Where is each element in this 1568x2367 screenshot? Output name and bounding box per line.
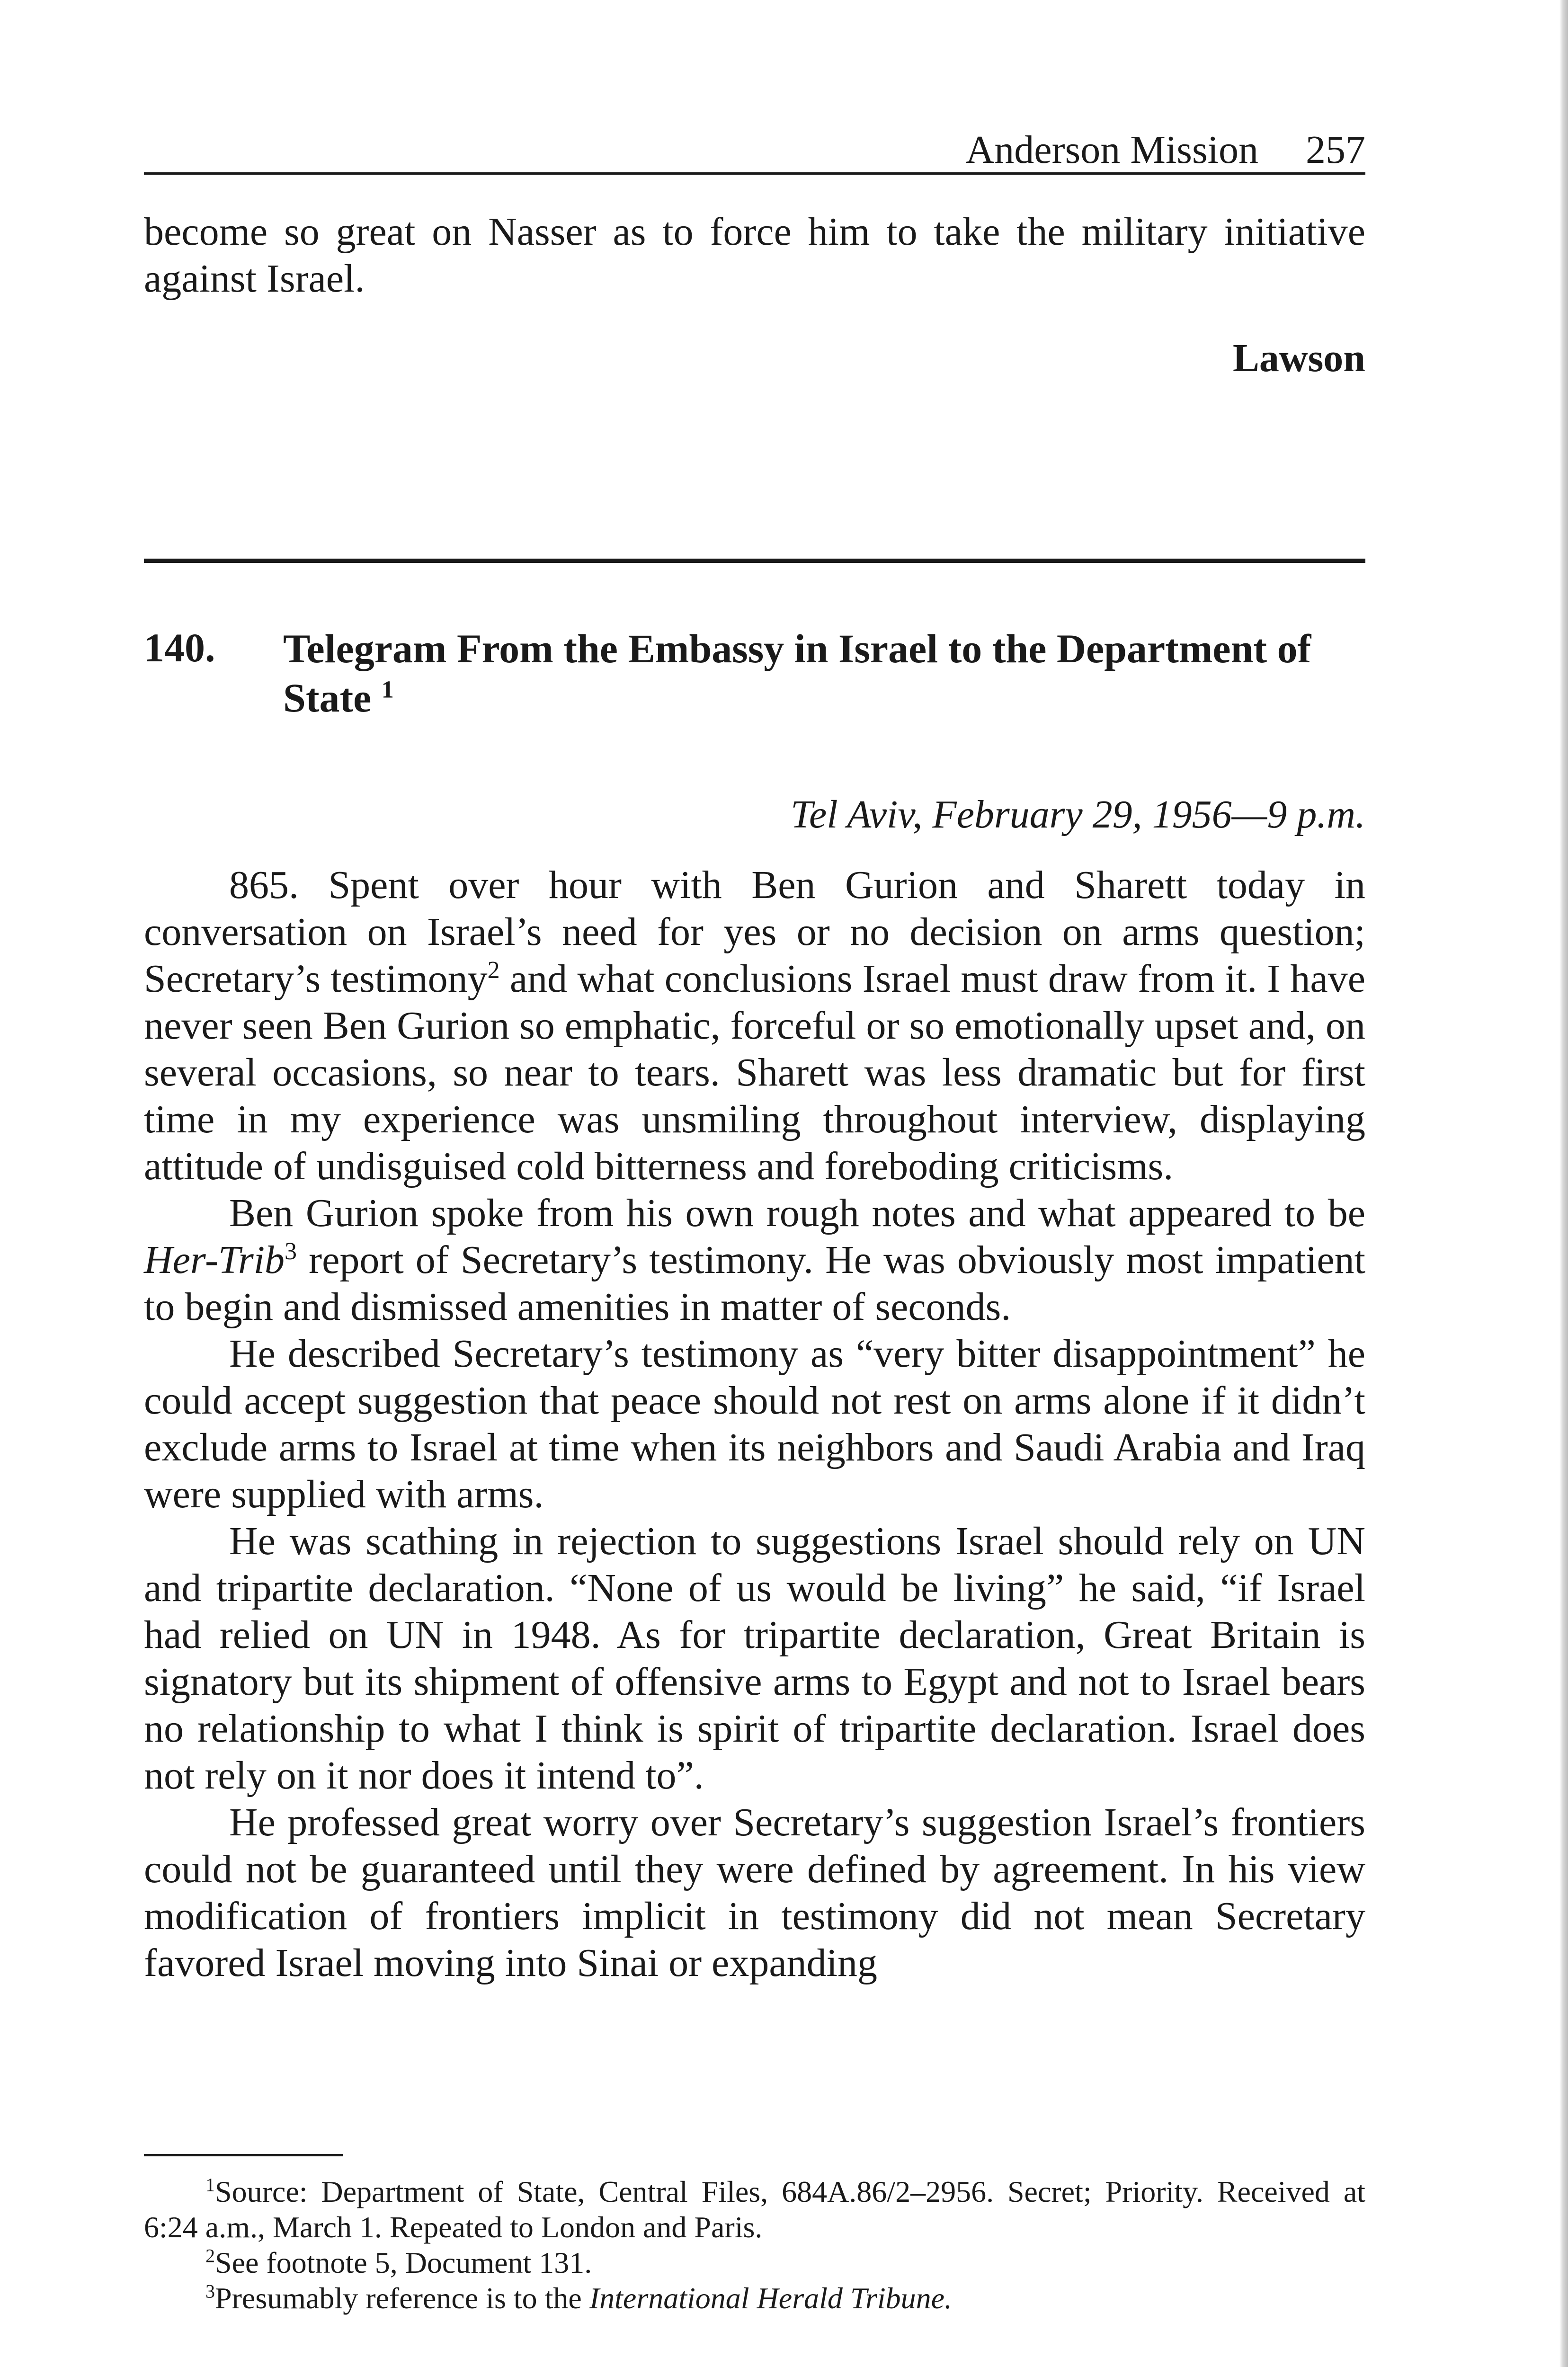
footnote-text: Presumably reference is to the — [215, 2281, 589, 2315]
document-number: 140. — [144, 625, 215, 670]
body-text: 865. Spent over hour with Ben Gurion and Sharett today in conversation on Israel’s need for yes or no decision on arms question; Secretary’s testimony — [144, 863, 1365, 1001]
body-text: Ben Gurion spoke from his own rough notes and what appeared to be — [229, 1191, 1365, 1235]
page-number: 257 — [1306, 128, 1365, 172]
body-paragraph — [144, 1190, 1365, 1330]
carryover-paragraph — [144, 208, 1365, 302]
body-text: and what conclusions Israel must draw from it. I have never seen Ben Gurion so emphatic, forceful or so emotionally upset and, on several occasions, so near to tears. Sharett was less dramatic but for first time in my experience was unsmiling throughout interview, displaying attitude of undisguised cold bitterness and foreboding criticisms. — [144, 957, 1365, 1188]
footnote-3 — [144, 2280, 1365, 2316]
footnote-divider — [144, 2154, 343, 2156]
carryover-text: become so great on Nasser as to force him to take the military initiative against Israel. — [144, 210, 1365, 301]
footnote-2 — [144, 2245, 1365, 2280]
body-paragraph — [144, 862, 1365, 1190]
italic-citation: Her-Trib — [144, 1238, 285, 1282]
running-title: Anderson Mission — [965, 128, 1258, 172]
document-title — [283, 624, 1365, 722]
body-paragraph: He described Secretary’s testimony as “very bitter disappointment” he could accept suggestion that peace should not rest on arms alone if it didn’t exclude arms to Israel at time when its neighbors and Saudi Arabia and Iraq were supplied with arms. — [144, 1332, 1365, 1516]
document-title-text: Telegram From the Embassy in Israel to the Department of State — [283, 626, 1311, 721]
body-text: report of Secretary’s testimony. He was obviously most impatient to begin and dismissed amenities in matter of seconds. — [144, 1238, 1365, 1329]
footnote-1 — [144, 2174, 1365, 2245]
footnote-italic: International Herald Tribune. — [589, 2281, 953, 2315]
footnote-ref-3: 3 — [285, 1238, 297, 1265]
signature: Lawson — [1232, 336, 1365, 380]
running-header — [144, 127, 1365, 175]
footnote-marker: 1 — [205, 2174, 215, 2196]
page-edge-shadow — [1559, 0, 1568, 2367]
telegram-body — [144, 862, 1365, 1986]
section-divider — [144, 559, 1365, 563]
footnotes — [144, 2174, 1365, 2316]
footnote-marker: 2 — [205, 2245, 215, 2267]
footnote-ref-2: 2 — [487, 957, 500, 984]
footnote-text: Source: Department of State, Central Files, 684A.86/2–2956. Secret; Priority. Received at 6:24 a.m., March 1. Repeated to London and Paris. — [144, 2175, 1365, 2244]
footnote-ref-1: 1 — [381, 676, 394, 703]
footnote-marker: 3 — [205, 2280, 215, 2302]
body-paragraph: He professed great worry over Secretary’s suggestion Israel’s frontiers could not be guaranteed until they were defined by agreement. In his view modification of frontiers implicit in testimony did not mean Secretary favored Israel moving into Sinai or expanding — [144, 1800, 1365, 1985]
dateline: Tel Aviv, February 29, 1956—9 p.m. — [790, 792, 1365, 836]
footnote-text: See footnote 5, Document 131. — [215, 2246, 592, 2279]
body-paragraph: He was scathing in rejection to suggestions Israel should rely on UN and tripartite declaration. “None of us would be living” he said, “if Israel had relied on UN in 1948. As for tripartite declaration, Great Britain is signatory but its shipment of offensive arms to Egypt and not to Israel bears no relationship to what I think is spirit of tripartite declaration. Israel does not rely on it nor does it intend to”. — [144, 1519, 1365, 1797]
